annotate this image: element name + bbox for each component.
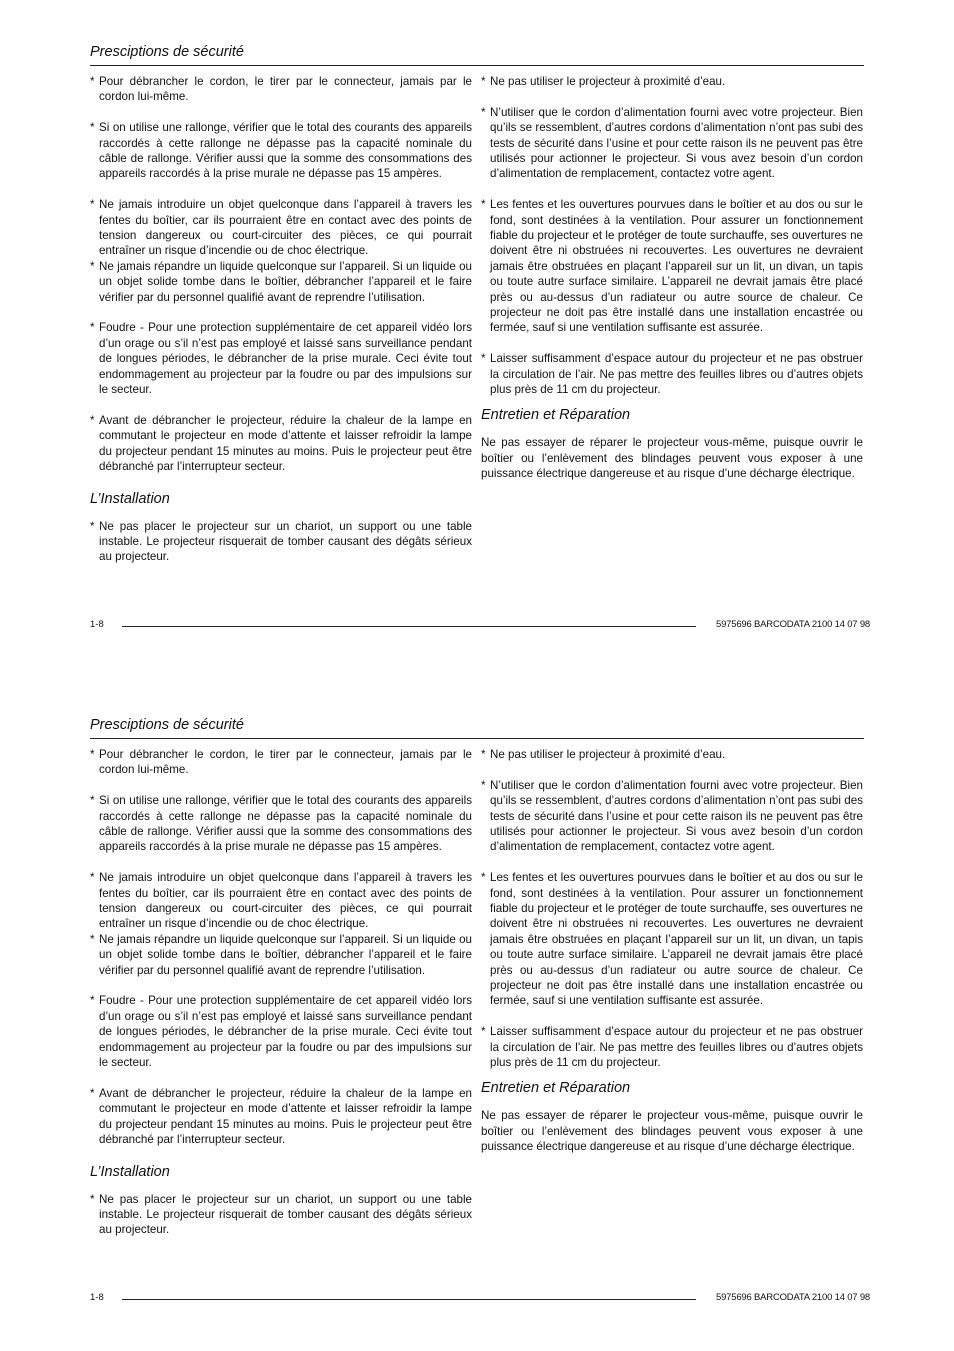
safety-item: * Pour débrancher le cordon, le tirer par le connecteur, jamais par le cordon lui-même.	[90, 75, 472, 104]
safety-item: * Ne pas utiliser le projecteur à proximité d’eau.	[481, 75, 726, 88]
safety-item: * Ne jamais introduire un objet quelconque dans l’appareil à travers les fentes du boîtier, car ils pourraient être en contact avec des points de tension dangereux ou court-circuiter des pièces, ce qui pourrait entraîner un risque d’incendie ou de choc électrique.	[90, 871, 472, 931]
safety-item: * Laisser suffisamment d’espace autour du projecteur et ne pas obstruer la circulation de l’air. Ne pas mettre des feuilles libres ou d’autres objets plus près de 11 cm du projecteur.	[481, 1025, 863, 1070]
left-column	[90, 74, 472, 565]
safety-item: * Avant de débrancher le projecteur, réduire la chaleur de la lampe en commutant le projecteur en mode d’attente et laisser refroidir la lampe du projecteur pendant 15 minutes au moins. Puis le projecteur peut être débranché par l’interrupteur secteur.	[90, 413, 472, 474]
safety-item: * N’utiliser que le cordon d’alimentation fourni avec votre projecteur. Bien qu’ils se ressemblent, d’autres cordons d’alimentation n’ont pas subi des tests de sécurité dans l’usine et pour cette raison ils ne peuvent pas être utilisés pour actionner le projecteur. Si vous avez besoin d’un cordon d’alimentation de remplacement, contactez votre agent.	[481, 778, 863, 854]
section-title-installation: L’Installation	[90, 1163, 170, 1180]
section-title-maintenance: Entretien et Réparation	[481, 407, 631, 424]
section-title-maintenance: Entretien et Réparation	[481, 1080, 631, 1097]
page-number: 1-8	[90, 1292, 104, 1303]
safety-item: * Laisser suffisamment d’espace autour du projecteur et ne pas obstruer la circulation de l’air. Ne pas mettre des feuilles libres ou d’autres objets plus près de 11 cm du projecteur.	[481, 352, 863, 397]
maintenance-paragraph: Ne pas essayer de réparer le projecteur vous-même, puisque ouvrir le boîtier ou l’enlèvement des blindages peuvent vous exposer à une puissance électrique dangereuse et au risque d’une décharge électrique.	[481, 436, 863, 481]
safety-item: * Ne pas utiliser le projecteur à proximité d’eau.	[481, 748, 726, 761]
header-divider	[90, 738, 864, 739]
left-column	[90, 747, 472, 1238]
document-page	[0, 673, 954, 1345]
header-divider	[90, 65, 864, 66]
safety-item: * Les fentes et les ouvertures pourvues dans le boîtier et au dos ou sur le fond, sont destinées à la ventilation. Pour assurer un fonctionnement fiable du projecteur et le protéger de toute surchauffe, ses ouvertures ne doivent être ni obstruées ni recouvertes. Les ouvertures ne devraient jamais être obstruées en plaçant l’appareil sur un lit, un divan, un tapis ou toute autre surface similaire. L’appareil ne devrait jamais être placé près ou au-dessus d’un radiateur ou autre source de chaleur. Ce projecteur ne doit pas être installé dans une installation encastrée ou fermée, sauf si une ventilation suffisante est assurée.	[481, 871, 863, 1008]
safety-item: * Si on utilise une rallonge, vérifier que le total des courants des appareils raccordés à cette rallonge ne dépasse pas la capacité nominale du câble de rallonge. Vérifier aussi que la somme des consommations des appareils raccordés à la prise murale ne dépasse pas 15 ampères.	[90, 121, 472, 181]
page-header-title: Presciptions de sécurité	[90, 44, 244, 60]
right-column	[481, 747, 863, 1155]
maintenance-paragraph: Ne pas essayer de réparer le projecteur vous-même, puisque ouvrir le boîtier ou l’enlèvement des blindages peuvent vous exposer à une puissance électrique dangereuse et au risque d’une décharge électrique.	[481, 1109, 863, 1154]
safety-item: * Ne pas placer le projecteur sur un chariot, un support ou une table instable. Le projecteur risquerait de tomber causant des dégâts sérieux au projecteur.	[90, 1192, 472, 1237]
safety-item: * Pour débrancher le cordon, le tirer par le connecteur, jamais par le cordon lui-même.	[90, 748, 472, 777]
safety-item: * Les fentes et les ouvertures pourvues dans le boîtier et au dos ou sur le fond, sont destinées à la ventilation. Pour assurer un fonctionnement fiable du projecteur et le protéger de toute surchauffe, ses ouvertures ne doivent être ni obstruées ni recouvertes. Les ouvertures ne devraient jamais être obstruées en plaçant l’appareil sur un lit, un divan, un tapis ou toute autre surface similaire. L’appareil ne devrait jamais être placé près ou au-dessus d’un radiateur ou autre source de chaleur. Ce projecteur ne doit pas être installé dans une installation encastrée ou fermée, sauf si une ventilation suffisante est assurée.	[481, 198, 863, 335]
safety-item: * Foudre - Pour une protection supplémentaire de cet appareil vidéo lors d’un orage ou s’il n’est pas employé et laissé sans surveillance pendant de longues périodes, le débrancher de la prise murale. Ceci évite tout endommagement au projecteur par la foudre ou par des impulsions sur le secteur.	[90, 994, 472, 1070]
safety-item: * Ne jamais introduire un objet quelconque dans l’appareil à travers les fentes du boîtier, car ils pourraient être en contact avec des points de tension dangereux ou court-circuiter des pièces, ce qui pourrait entraîner un risque d’incendie ou de choc électrique.	[90, 198, 472, 258]
safety-item: * Ne pas placer le projecteur sur un chariot, un support ou une table instable. Le projecteur risquerait de tomber causant des dégâts sérieux au projecteur.	[90, 519, 472, 564]
document-code: 5975696 BARCODATA 2100 14 07 98	[716, 619, 871, 630]
safety-item: * N’utiliser que le cordon d’alimentation fourni avec votre projecteur. Bien qu’ils se ressemblent, d’autres cordons d’alimentation n’ont pas subi des tests de sécurité dans l’usine et pour cette raison ils ne peuvent pas être utilisés pour actionner le projecteur. Si vous avez besoin d’un cordon d’alimentation de remplacement, contactez votre agent.	[481, 105, 863, 181]
right-column	[481, 74, 863, 482]
safety-item: * Ne jamais répandre un liquide quelconque sur l’appareil. Si un liquide ou un objet solide tombe dans le boîtier, débrancher l’appareil et le faire vérifier par du personnel qualifié avant de reprendre l’utilisation.	[90, 932, 472, 977]
safety-item: * Si on utilise une rallonge, vérifier que le total des courants des appareils raccordés à cette rallonge ne dépasse pas la capacité nominale du câble de rallonge. Vérifier aussi que la somme des consommations des appareils raccordés à la prise murale ne dépasse pas 15 ampères.	[90, 794, 472, 854]
safety-item: * Ne jamais répandre un liquide quelconque sur l’appareil. Si un liquide ou un objet solide tombe dans le boîtier, débrancher l’appareil et le faire vérifier par du personnel qualifié avant de reprendre l’utilisation.	[90, 259, 472, 304]
page-header-title: Presciptions de sécurité	[90, 717, 244, 733]
section-title-installation: L’Installation	[90, 490, 170, 507]
page-number: 1-8	[90, 619, 104, 630]
safety-item: * Foudre - Pour une protection supplémentaire de cet appareil vidéo lors d’un orage ou s’il n’est pas employé et laissé sans surveillance pendant de longues périodes, le débrancher de la prise murale. Ceci évite tout endommagement au projecteur par la foudre ou par des impulsions sur le secteur.	[90, 321, 472, 397]
safety-item: * Avant de débrancher le projecteur, réduire la chaleur de la lampe en commutant le projecteur en mode d’attente et laisser refroidir la lampe du projecteur pendant 15 minutes au moins. Puis le projecteur peut être débranché par l’interrupteur secteur.	[90, 1086, 472, 1147]
document-code: 5975696 BARCODATA 2100 14 07 98	[716, 1292, 871, 1303]
document-page	[0, 0, 954, 672]
footer-divider	[122, 626, 696, 627]
footer-divider	[122, 1299, 696, 1300]
